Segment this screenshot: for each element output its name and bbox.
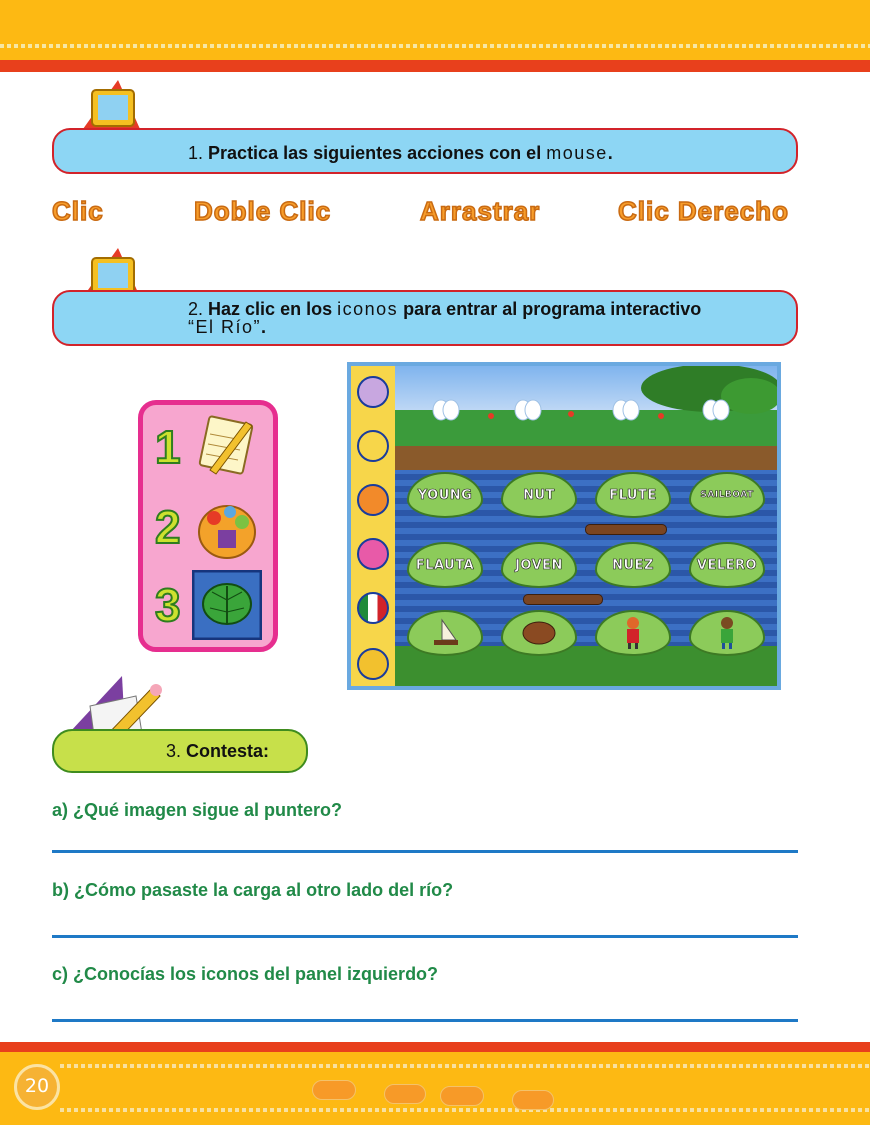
footer-band (0, 1052, 870, 1125)
alarm-clock-icon[interactable] (357, 484, 389, 516)
instruction-2-text (188, 300, 701, 336)
leaf-label: SAILBOAT (700, 490, 754, 500)
toy-box-icon[interactable] (194, 496, 260, 560)
instruction-2-bold-b: para entrar al programa interactivo (403, 299, 702, 319)
instruction-1-mouse: mouse (546, 143, 608, 163)
instruction-2-line2 (188, 318, 701, 336)
nut-icon (521, 619, 557, 647)
footer-decoration-pill (512, 1090, 554, 1110)
panel-number-2: 2 (155, 501, 181, 553)
instruction-2-line1 (188, 300, 701, 318)
instruction-2-bold-a: Haz clic en los (208, 299, 333, 319)
section3-text: Contesta: (186, 741, 270, 761)
question-a: a) ¿Qué imagen sigue al puntero? (52, 800, 343, 820)
footer-decoration-pill (440, 1086, 484, 1106)
action-arrastrar: Arrastrar (420, 196, 541, 226)
floating-log (585, 524, 667, 535)
instruction-2-number: 2. (188, 299, 204, 319)
section3-number: 3. (166, 741, 182, 761)
leaf-label: NUEZ (612, 557, 654, 573)
answer-line-c[interactable] (52, 1019, 798, 1022)
leaf-label: VELERO (696, 557, 758, 573)
answer-line-a[interactable] (52, 850, 798, 853)
header-red-stripe (0, 60, 870, 72)
instruction-2-el-rio: “El Río” (188, 317, 262, 337)
game-riverbank (395, 446, 781, 472)
medal-icon[interactable] (357, 648, 389, 680)
action-doble-clic: Doble Clic (194, 196, 332, 226)
leaf-label: YOUNG (417, 487, 473, 503)
el-rio-game-screenshot (347, 362, 781, 690)
leaf-label: FLUTE (609, 487, 657, 503)
contesta-label (166, 742, 269, 760)
instruction-1-number: 1. (188, 143, 204, 163)
question-c: c) ¿Conocías los iconos del panel izquierdo? (52, 964, 439, 984)
header-band (0, 0, 870, 62)
boy-icon (715, 616, 739, 650)
answer-line-b[interactable] (52, 935, 798, 938)
panel-number-3: 3 (155, 579, 181, 631)
header-dotted-line (0, 44, 870, 48)
footer-decoration-pill (384, 1084, 426, 1104)
instruction-2-iconos: iconos (337, 299, 399, 319)
game-side-panel (351, 366, 395, 690)
floating-log (523, 594, 603, 605)
page-number: 20 (24, 1075, 50, 1097)
flowers-icon (411, 396, 741, 426)
action-clic-derecho: Clic Derecho (618, 196, 789, 226)
child-icon (621, 616, 645, 650)
action-clic: Clic (52, 196, 104, 226)
mexico-flag-icon[interactable] (357, 592, 389, 624)
instruction-1-period: . (607, 143, 613, 163)
tools-icon[interactable] (357, 430, 389, 462)
question-b: b) ¿Cómo pasaste la carga al otro lado del río? (52, 880, 454, 900)
film-reel-icon[interactable] (357, 538, 389, 570)
leaf-label: NUT (523, 487, 555, 503)
instruction-1-bold: Practica las siguientes acciones con el (208, 143, 542, 163)
leaf-label: FLAUTA (415, 557, 475, 573)
instruction-1-text (188, 144, 613, 162)
leaf-label: JOVEN (515, 557, 563, 573)
notebook-pencil-icon[interactable] (196, 414, 258, 476)
instruction-2-period: . (261, 317, 267, 337)
footer-dotted-line (60, 1064, 870, 1068)
footer-dotted-line-lower (60, 1108, 870, 1112)
panel-number-1: 1 (155, 421, 181, 473)
footer-decoration-pill (312, 1080, 356, 1100)
rabbit-icon[interactable] (357, 376, 389, 408)
sailboat-icon (430, 618, 460, 648)
river-leaf-icon[interactable] (192, 570, 262, 640)
